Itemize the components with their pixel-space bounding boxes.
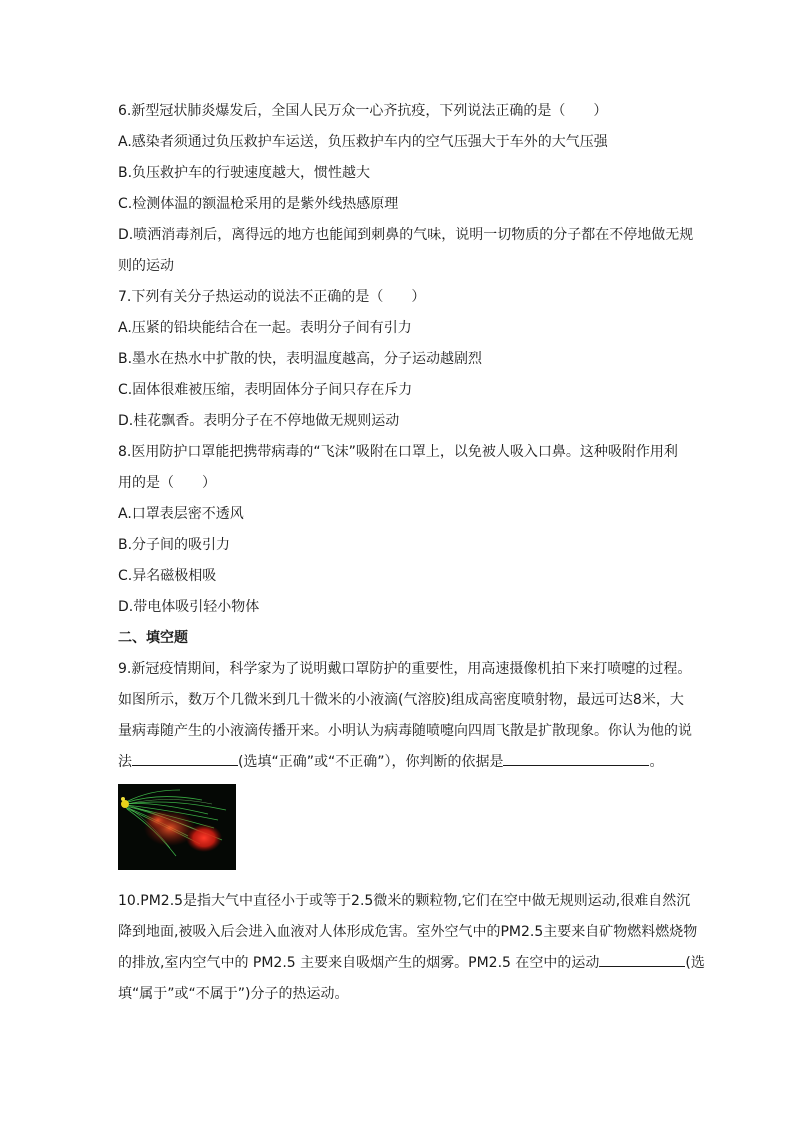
option-d: D.带电体吸引轻小物体	[118, 599, 260, 615]
question-8	[118, 437, 704, 623]
option-a: A.感染者须通过负压救护车运送，负压救护车内的空气压强大于车外的大气压强	[118, 134, 608, 150]
question-stem: 6.新型冠状肺炎爆发后，全国人民万众一心齐抗疫，下列说法正确的是（ ）	[118, 103, 608, 119]
question-text-line: 10.PM2.5是指大气中直径小于或等于2.5微米的颗粒物,它们在空中做无规则运动,很难自然沉	[118, 893, 691, 909]
question-text-line: 填“属于”或“不属于”)分子的热运动。	[118, 986, 349, 1002]
text-segment: (选填“正确”或“不正确”），你判断的依据是	[238, 754, 504, 770]
answer-blank[interactable]	[599, 950, 685, 967]
text-segment: 的排放,室内空气中的 PM2.5 主要来自吸烟产生的烟雾。PM2.5 在空中的运动	[118, 955, 600, 971]
option-d: D.桂花飘香。表明分子在不停地做无规则运动	[118, 413, 400, 429]
sneeze-photo	[118, 784, 236, 870]
option-c: C.检测体温的额温枪采用的是紫外线热感原理	[118, 196, 399, 212]
option-b: B.分子间的吸引力	[118, 537, 231, 553]
text-segment: 法	[118, 754, 132, 770]
question-9	[118, 654, 704, 870]
question-stem-continued: 用的是（ ）	[118, 475, 216, 491]
question-stem: 7.下列有关分子热运动的说法不正确的是（ ）	[118, 289, 426, 305]
option-b: B.负压救护车的行驶速度越大，惯性越大	[118, 165, 371, 181]
question-6	[118, 96, 704, 282]
section-title: 二、填空题	[118, 630, 188, 646]
question-7	[118, 282, 704, 437]
question-text-line: 9.新冠疫情期间，科学家为了说明戴口罩防护的重要性，用高速摄像机拍下来打喷嚏的过程。	[118, 661, 692, 677]
option-b: B.墨水在热水中扩散的快，表明温度越高，分子运动越剧烈	[118, 351, 483, 367]
sneeze-illustration	[118, 784, 236, 870]
question-stem: 8.医用防护口罩能把携带病毒的“飞沫”吸附在口罩上，以免被人吸入口鼻。这种吸附作用利	[118, 444, 678, 460]
option-d-continued: 则的运动	[118, 258, 174, 274]
question-text-line: 降到地面,被吸入后会进入血液对人体形成危害。室外空气中的PM2.5主要来自矿物燃料燃烧物	[118, 924, 698, 940]
text-segment: 。	[649, 754, 664, 770]
question-text-line: 量病毒随产生的小液滴传播开来。小明认为病毒随喷嚏向四周飞散是扩散现象。你认为他的说	[118, 723, 692, 739]
answer-blank[interactable]	[132, 749, 238, 766]
answer-blank[interactable]	[503, 749, 649, 766]
option-a: A.口罩表层密不透风	[118, 506, 244, 522]
question-text-line: 如图所示，数万个几微米到几十微米的小液滴(气溶胶)组成高密度喷射物，最远可达8米，大	[118, 692, 684, 708]
option-c: C.固体很难被压缩，表明固体分子间只存在斥力	[118, 382, 413, 398]
worksheet-page	[118, 96, 704, 1010]
option-d: D.喷洒消毒剂后，离得远的地方也能闻到刺鼻的气味，说明一切物质的分子都在不停地做无规	[118, 227, 694, 243]
text-segment: (选	[685, 955, 705, 971]
option-c: C.异名磁极相吸	[118, 568, 217, 584]
question-text-line	[118, 948, 704, 979]
question-text-line	[118, 747, 704, 778]
question-10	[118, 886, 704, 1010]
option-a: A.压紧的铅块能结合在一起。表明分子间有引力	[118, 320, 412, 336]
